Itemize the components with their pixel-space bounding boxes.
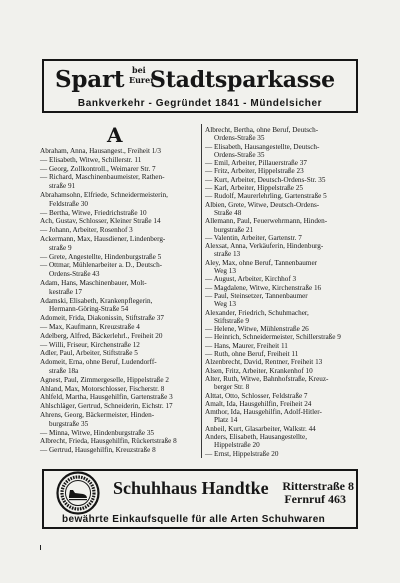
ad-headline-bei: bei [132,65,146,75]
entry-line: Adomeit, Erna, ohne Beruf, Ludendorff- [40,358,157,367]
entry-continuation-line: Weg 13 [214,300,236,309]
directory-entry [40,314,198,323]
entry-line: — Minna, Witwe, Hindenburgstraße 35 [40,428,155,437]
shop-name: Schuhhaus Handtke [113,478,269,498]
ad-headline-stadtsparkasse: Stadtsparkasse [150,67,335,93]
entry-line: — Johann, Arbeiter, Rosenhof 3 [40,226,133,235]
entry-line: — Georg, Zollkontroll., Weimarer Str. 7 [40,164,156,173]
entry-line: Alzenbrecht, David, Rentner, Freiheit 13 [205,358,323,367]
directory-entry [40,261,198,279]
directory-entry [205,450,360,458]
entry-line: — Bertha, Witwe, Friedrichstraße 10 [40,208,147,217]
entry-line: Anbeil, Kurt, Glasarbeiter, Walkstr. 44 [205,424,316,433]
directory-entry [205,259,360,276]
entry-line: Abrahamsohn, Elfriede, Schneidermeisterin, [40,190,168,199]
directory-entry [205,176,360,184]
shoe-store-seal-icon [56,471,100,515]
entry-line: — Ruth, ohne Beruf, Freiheit 11 [205,350,299,359]
directory-entry [205,375,360,392]
directory-entry [205,425,360,433]
directory-entry [40,173,198,191]
entry-continuation-line: Feldstraße 30 [49,199,88,208]
entry-line: — Rudolf, Maurerlehrling, Gartenstraße 5 [205,192,327,201]
entry-continuation-line: Platz 14 [214,416,238,425]
directory-entry [40,393,198,402]
entry-line: — Paul, Steinsetzer, Tannenbaumer [205,291,308,300]
directory-entry [205,167,360,175]
entry-line: — August, Arbeiter, Kirchhof 3 [205,275,297,284]
entry-line: — Max, Kaufmann, Kreuzstraße 4 [40,322,140,331]
entry-line: Alexander, Friedrich, Schuhmacher, [205,308,309,317]
entry-continuation-line: Stiftstraße 9 [214,316,249,325]
directory-entry [205,234,360,242]
directory-entry [205,143,360,160]
entry-line: Alttat, Otto, Schlosser, Feldstraße 7 [205,391,308,400]
entry-continuation-line: Ordens-Straße 43 [49,270,100,279]
entry-line: Agnest, Paul, Zimmergeselle, Hippelstraße 2 [40,375,170,384]
entry-line: Amalt, Ida, Hausgehilfin, Freiheit 24 [205,399,312,408]
entry-continuation-line: kestraße 17 [49,287,82,296]
directory-entry [40,358,198,376]
entry-line: Albrecht, Frieda, Hausgehilfin, Rückertstraße 8 [40,437,177,446]
entry-continuation-line: Weg 13 [214,267,236,276]
directory-entry [205,325,360,333]
directory-entry [40,429,198,438]
entry-line: — Gertrud, Hausgehilfin, Kreuzstraße 8 [40,446,156,455]
ad-headline-eurer: Eurer [129,75,155,85]
entry-continuation-line: Hermann-Göring-Straße 54 [49,305,129,314]
entry-line: — Heinrich, Schneidermeister, Schillerstraße 9 [205,333,341,342]
directory-column-left [40,147,198,455]
entry-line: Ach, Gustav, Schlosser, Kleiner Straße 14 [40,217,161,226]
directory-entry [40,235,198,253]
entry-line: Alsen, Fritz, Arbeiter, Krankenhof 10 [205,366,313,375]
directory-entry [205,184,360,192]
savings-bank-advertisement [42,59,358,113]
directory-entry [205,358,360,366]
entry-line: — Willi, Friseur, Kirchenstraße 12 [40,340,140,349]
entry-continuation-line: Ordens-Straße 35 [214,150,265,159]
entry-line: — Ottmar, Mühlenarbeiter a. D., Deutsch- [40,261,163,270]
section-letter-heading: A [107,123,123,147]
entry-line: Ahlschläger, Gertrud, Schneiderin, Eichstr. 17 [40,402,173,411]
entry-line: Albrecht, Bertha, ohne Beruf, Deutsch- [205,126,319,134]
entry-continuation-line: straße 91 [49,182,76,191]
directory-entry [40,332,198,341]
directory-entry [205,284,360,292]
entry-continuation-line: straße 13 [214,250,241,259]
shop-phone: Fernruf 463 [284,492,346,506]
directory-entry [40,253,198,262]
directory-entry [205,367,360,375]
directory-entry [40,341,198,350]
entry-line: Adamski, Elisabeth, Krankenpflegerin, [40,296,153,305]
entry-continuation-line: Straße 48 [214,208,242,217]
directory-entry [205,275,360,283]
entry-continuation-line: Ordens-Straße 35 [214,134,265,143]
directory-entry [205,201,360,218]
directory-entry [205,242,360,259]
entry-line: Ahland, Max, Motorschlosser, Fischerstr. 8 [40,384,165,393]
entry-line: Ahlfeld, Martha, Hausgehilfin, Gartenstraße 3 [40,393,173,402]
entry-line: Anders, Elisabeth, Hausangestellte, [205,432,307,441]
directory-entry [40,156,198,165]
entry-line: — Valentin, Arbeiter, Gartenstr. 7 [205,233,302,242]
entry-line: — Magdalene, Witwe, Kirchenstraße 16 [205,283,322,292]
directory-entry [205,408,360,425]
directory-entry [40,411,198,429]
directory-entry [205,433,360,450]
directory-entry [40,437,198,446]
entry-continuation-line: straße 18a [49,366,79,375]
directory-entry [205,400,360,408]
directory-entry [205,159,360,167]
page-mark [40,545,41,550]
entry-line: — Fritz, Arbeiter, Hippelstraße 23 [205,167,304,176]
directory-entry [40,165,198,174]
entry-line: — Elisabeth, Hausangestellte, Deutsch- [205,142,320,151]
entry-line: Adelberg, Alfred, Bäckerlehrl., Freiheit 20 [40,331,163,340]
entry-line: — Kurt, Arbeiter, Deutsch-Ordens-Str. 35 [205,175,326,184]
entry-line: Abraham, Anna, Hausangest., Freiheit 1/3 [40,147,161,155]
entry-line: — Ernst, Hippelstraße 20 [205,449,279,458]
directory-entry [40,376,198,385]
directory-entry [40,402,198,411]
entry-line: Allemann, Paul, Feuerwehrmann, Hinden- [205,217,328,226]
directory-entry [40,446,198,455]
entry-line: Ackermann, Max, Hausdiener, Lindenberg- [40,234,166,243]
directory-entry [40,217,198,226]
entry-continuation-line: straße 9 [49,243,72,252]
column-divider [201,124,202,458]
directory-entry [205,392,360,400]
directory-entry [205,350,360,358]
directory-entry [205,309,360,326]
entry-line: Amthor, Ida, Hausgehilfin, Adolf-Hitler- [205,408,322,417]
directory-entry [40,323,198,332]
directory-entry [40,349,198,358]
directory-column-right [205,126,360,458]
entry-line: — Richard, Maschinenbaumeister, Rathen- [40,173,165,182]
entry-line: Alter, Ruth, Witwe, Bahnhofstraße, Kreuz- [205,374,329,383]
entry-line: — Helene, Witwe, Mühlenstraße 26 [205,325,309,334]
directory-entry [40,191,198,209]
ad-headline-spart: Spart [55,66,125,93]
entry-line: Ahrens, Georg, Bäckermeister, Hinden- [40,410,155,419]
entry-line: Albien, Grete, Witwe, Deutsch-Ordens- [205,200,320,209]
entry-line: Adam, Hans, Maschinenbauer, Molt- [40,278,147,287]
entry-continuation-line: burgstraße 35 [49,419,89,428]
entry-line: Aley, Max, ohne Beruf, Tannenbaumer [205,258,318,267]
directory-entry [205,126,360,143]
shop-address: Ritterstraße 8 [282,479,354,493]
directory-entry [40,279,198,297]
directory-entry [205,292,360,309]
entry-line: Alexsat, Anna, Verkäuferin, Hindenburg- [205,242,324,251]
entry-line: — Elisabeth, Witwe, Schillerstr. 11 [40,155,142,164]
directory-entry [205,333,360,341]
entry-continuation-line: burgstraße 21 [214,225,254,234]
entry-line: — Hans, Maurer, Freiheit 11 [205,341,288,350]
shop-slogan: bewährte Einkaufsquelle für alle Arten Schuhwaren [62,514,326,525]
entry-continuation-line: Hippelstraße 20 [214,441,260,450]
entry-line: Adler, Paul, Arbeiter, Stiftstraße 5 [40,349,138,358]
entry-line: — Karl, Arbeiter, Hippelstraße 25 [205,184,303,193]
directory-entry [40,147,198,156]
entry-line: Adomeit, Frida, Diakonissin, Stiftstraße 37 [40,314,164,323]
directory-entry [40,385,198,394]
entry-line: — Emil, Arbeiter, Pillauerstraße 37 [205,159,307,168]
directory-entry [205,192,360,200]
ad-tagline: Bankverkehr - Gegründet 1841 - Mündelsicher [77,98,323,109]
directory-entry [205,217,360,234]
shoe-store-advertisement [42,469,358,529]
directory-entry [205,342,360,350]
directory-entry [40,209,198,218]
entry-continuation-line: berger Str. 8 [214,383,250,392]
directory-entry [40,226,198,235]
entry-line: — Grete, Angestellte, Hindenburgstraße 5 [40,252,162,261]
directory-entry [40,297,198,315]
